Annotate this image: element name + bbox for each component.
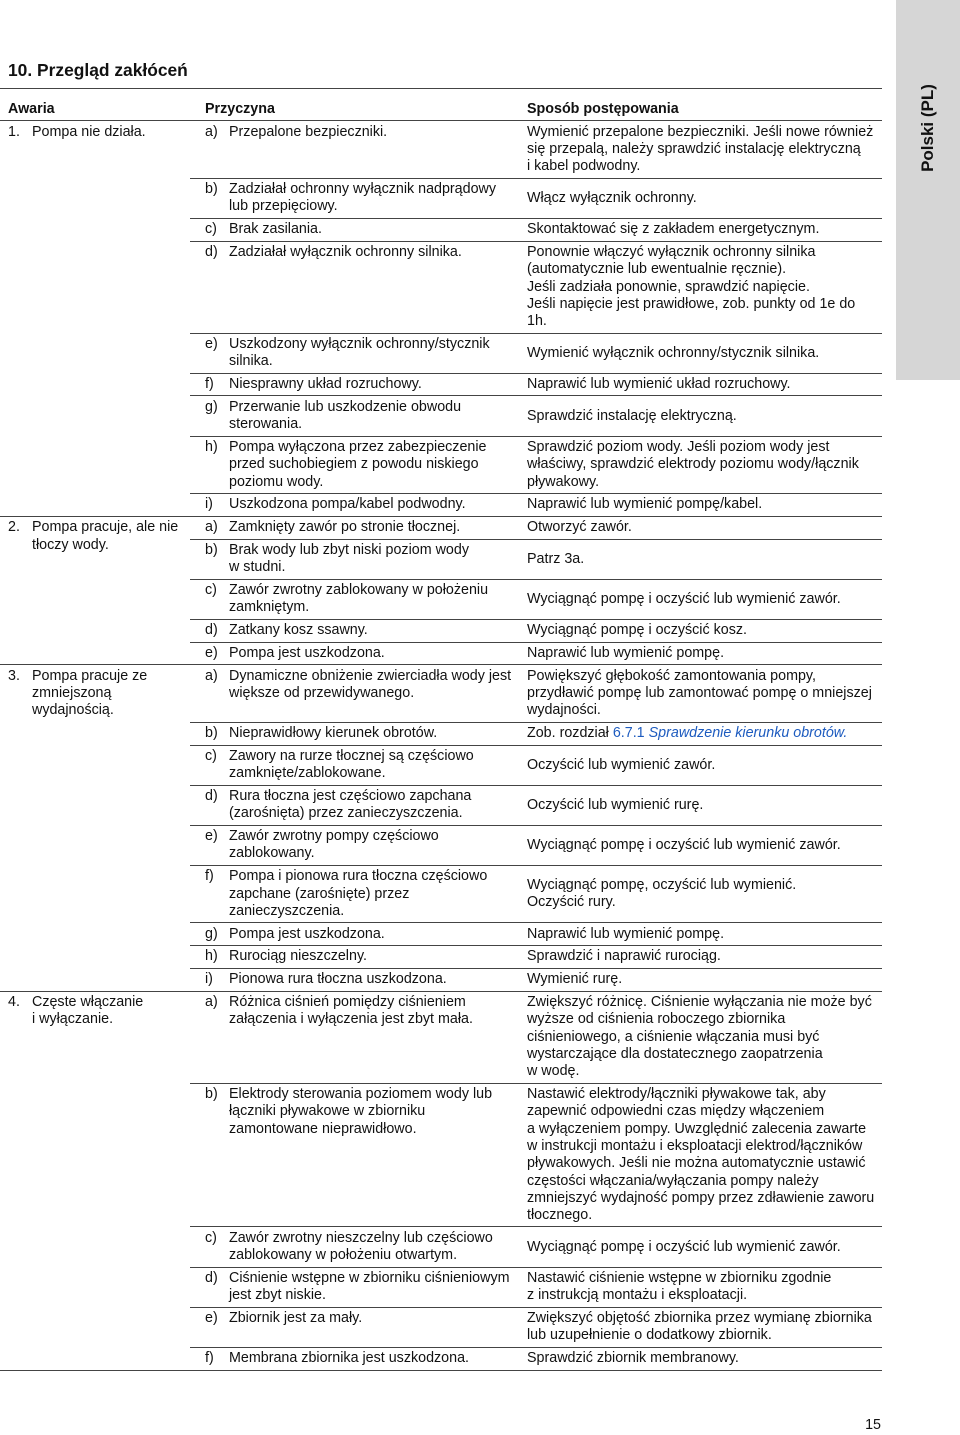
language-tab-label: Polski (PL) — [918, 84, 938, 172]
cause-text: Zawory na rurze tłocznej są częściowo zamknięte/zablokowane. — [229, 748, 474, 782]
cause-text: Uszkodzony wyłącznik ochronny/stycznik silnika. — [229, 336, 490, 370]
remedy-text: Patrz 3a. — [527, 550, 585, 567]
cause-text: Zatkany kosz ssawny. — [229, 622, 368, 639]
cause-cell — [190, 178, 515, 218]
cause-text: Niesprawny układ rozruchowy. — [229, 376, 422, 393]
cause-marker: b) — [205, 1086, 218, 1103]
cause-text: Nieprawidłowy kierunek obrotów. — [229, 725, 438, 742]
fault-cell — [0, 121, 190, 516]
cause-marker: h) — [205, 439, 218, 456]
cause-item — [205, 725, 515, 742]
cause-marker: a) — [205, 123, 218, 140]
remedy-cell — [515, 436, 882, 493]
cause-text: Membrana zbiornika jest uszkodzona. — [229, 1350, 469, 1367]
cause-cell — [190, 968, 515, 991]
fault-item — [8, 668, 190, 720]
cause-text: Pompa i pionowa rura tłoczna częściowo zapchane (zarośnięte) przez zanieczyszczenia. — [229, 868, 488, 919]
remedy-text: Sprawdzić zbiornik membranowy. — [527, 1350, 739, 1367]
cause-cell — [190, 396, 515, 436]
cause-cell — [190, 121, 515, 178]
cause-marker: f) — [205, 376, 214, 393]
cause-marker: g) — [205, 925, 218, 942]
cause-marker: d) — [205, 788, 218, 805]
cause-item — [205, 221, 515, 238]
remedy-text: Ponownie włączyć wyłącznik ochronny silnika (automatycznie lub ewentualnie ręcznie). Jeśli zadziała ponownie, sprawdzić napięcie. Jeśli napięcie jest prawidłowe, zob. punkty od 1e do 1h. — [527, 244, 856, 330]
remedy-cell — [515, 539, 882, 579]
cause-marker: a) — [205, 994, 218, 1011]
page-number: 15 — [865, 1417, 881, 1433]
cause-cell — [190, 945, 515, 968]
remedy-text: Wyciągnąć pompę i oczyścić lub wymienić zawór. — [527, 836, 841, 853]
cause-cell — [190, 1267, 515, 1307]
remedy-text: Nastawić elektrody/łączniki pływakowe tak, aby zapewnić odpowiedni czas między włączeniem a wyłączeniem pompy. Uwzględnić zalecenia zawarte w instrukcji montażu i eksploatacji elektrod/łączników pływakowych. Jeśli nie można automatycznie ustawić częstości włączania/wyłączania pompy należy zmniejszyć wydajność pompy przez zdławienie zaworu tłocznego. — [527, 1086, 875, 1224]
cause-cell — [190, 1307, 515, 1347]
table-row — [0, 516, 882, 539]
remedy-text: Zwiększyć objętość zbiornika przez wymianę zbiornika lub uzupełnienie o dodatkowy zbiornik. — [527, 1310, 872, 1344]
cause-marker: a) — [205, 667, 218, 684]
cause-item — [205, 399, 515, 434]
cause-cell — [190, 745, 515, 785]
cause-item — [205, 868, 515, 920]
table-body — [0, 121, 882, 1370]
table-row — [0, 121, 882, 178]
remedy-cell — [515, 121, 882, 178]
cause-item — [205, 181, 515, 216]
fault-cell — [0, 665, 190, 991]
remedy-cell — [515, 241, 882, 333]
cause-text: Rurociąg nieszczelny. — [229, 948, 367, 965]
cause-item — [205, 948, 515, 965]
cause-text: Przerwanie lub uszkodzenie obwodu sterowania. — [229, 398, 462, 433]
cross-reference-number: 6.7.1 — [612, 725, 645, 742]
cause-item — [205, 519, 515, 536]
cause-cell — [190, 373, 515, 396]
cause-cell — [190, 665, 515, 722]
cause-item — [205, 622, 515, 639]
cause-text: Zbiornik jest za mały. — [229, 1310, 363, 1327]
remedy-text: Wyciągnąć pompę i oczyścić lub wymienić zawór. — [527, 590, 841, 607]
cause-marker: h) — [205, 948, 218, 965]
remedy-cell — [515, 493, 882, 516]
cause-cell — [190, 865, 515, 922]
remedy-text: Powiększyć głębokość zamontowania pompy, przydławić pompę lub zamontować pompę o mniejszej wydajności. — [527, 667, 872, 719]
cross-reference-link[interactable] — [613, 725, 847, 741]
cause-item — [205, 1310, 515, 1327]
cause-item — [205, 376, 515, 393]
cause-marker: b) — [205, 725, 218, 742]
language-tab-label-box — [896, 0, 960, 256]
fault-text: Pompa nie działa. — [32, 123, 146, 140]
remedy-text: Wyciągnąć pompę, oczyścić lub wymienić. Oczyścić rury. — [527, 876, 797, 911]
remedy-text: Sprawdzić instalację elektryczną. — [527, 407, 737, 424]
remedy-cell — [515, 1347, 882, 1370]
cause-marker: f) — [205, 868, 214, 885]
cause-text: Różnica ciśnień pomiędzy ciśnieniem załączenia i wyłączenia jest zbyt mała. — [229, 994, 473, 1028]
remedy-cell — [515, 642, 882, 665]
fault-item — [8, 519, 190, 554]
cause-item — [205, 244, 515, 261]
page-title: 10. Przegląd zakłóceń — [8, 60, 188, 80]
fault-number: 1. — [8, 123, 20, 140]
cause-item — [205, 439, 515, 491]
cause-cell — [190, 436, 515, 493]
remedy-text: Zob. rozdział — [527, 725, 613, 742]
cause-marker: i) — [205, 496, 213, 513]
remedy-cell — [515, 923, 882, 946]
remedy-cell — [515, 1267, 882, 1307]
header-fault: Awaria — [0, 89, 190, 121]
cause-text: Rura tłoczna jest częściowo zapchana (zarośnięta) przez zanieczyszczenia. — [229, 788, 472, 822]
remedy-cell — [515, 1307, 882, 1347]
remedy-cell — [515, 991, 882, 1083]
cause-marker: e) — [205, 645, 218, 662]
cause-text: Zawór zwrotny nieszczelny lub częściowo zablokowany w położeniu otwartym. — [229, 1229, 493, 1264]
cause-cell — [190, 1347, 515, 1370]
cause-item — [205, 926, 515, 943]
fault-item — [8, 994, 190, 1029]
cause-item — [205, 1230, 515, 1265]
remedy-text: Skontaktować się z zakładem energetycznym. — [527, 221, 820, 238]
remedy-cell — [515, 333, 882, 373]
cause-marker: d) — [205, 622, 218, 639]
cause-cell — [190, 1083, 515, 1227]
cause-text: Zamknięty zawór po stronie tłocznej. — [229, 519, 461, 536]
troubleshooting-table — [0, 88, 882, 1371]
cause-text: Zawór zwrotny zablokowany w położeniu zamkniętym. — [229, 582, 489, 616]
remedy-text: Naprawić lub wymienić układ rozruchowy. — [527, 376, 791, 393]
remedy-text: Oczyścić lub wymienić rurę. — [527, 796, 704, 813]
cause-item — [205, 542, 515, 577]
cause-marker: d) — [205, 1270, 218, 1287]
cause-item — [205, 582, 515, 617]
remedy-text: Wyciągnąć pompę i oczyścić kosz. — [527, 622, 747, 639]
fault-cell — [0, 516, 190, 665]
cause-marker: c) — [205, 582, 217, 599]
cause-item — [205, 668, 515, 703]
fault-number: 2. — [8, 519, 20, 536]
cause-item — [205, 788, 515, 823]
cause-text: Przepalone bezpieczniki. — [229, 123, 388, 140]
remedy-text: Wymienić przepalone bezpieczniki. Jeśli nowe również się przepalą, należy sprawdzić instalację elektryczną i kabel podwodny. — [527, 123, 874, 175]
cause-marker: e) — [205, 828, 218, 845]
cause-text: Pompa jest uszkodzona. — [229, 645, 385, 662]
cause-marker: f) — [205, 1350, 214, 1367]
fault-cell — [0, 991, 190, 1370]
cause-text: Pompa wyłączona przez zabezpieczenie przed suchobiegiem z powodu niskiego poziomu wody. — [229, 439, 487, 490]
cause-text: Elektrody sterowania poziomem wody lub łączniki pływakowe w zbiorniku zamontowane nieprawidłowo. — [229, 1086, 493, 1137]
cause-marker: d) — [205, 244, 218, 261]
cause-item — [205, 971, 515, 988]
fault-number: 4. — [8, 994, 20, 1011]
cause-text: Uszkodzona pompa/kabel podwodny. — [229, 496, 466, 513]
remedy-cell — [515, 865, 882, 922]
cause-item — [205, 645, 515, 662]
cause-marker: e) — [205, 1310, 218, 1327]
table-row — [0, 665, 882, 722]
cause-cell — [190, 333, 515, 373]
cause-cell — [190, 619, 515, 642]
cause-text: Brak zasilania. — [229, 221, 322, 238]
fault-text: Częste włączanie i wyłączanie. — [32, 994, 144, 1028]
remedy-cell — [515, 178, 882, 218]
cause-item — [205, 748, 515, 783]
table-row — [0, 991, 882, 1083]
fault-text: Pompa pracuje, ale nie tłoczy wody. — [32, 519, 179, 553]
fault-number: 3. — [8, 667, 20, 684]
remedy-cell — [515, 825, 882, 865]
cause-item — [205, 124, 515, 141]
remedy-text: Sprawdzić i naprawić rurociąg. — [527, 948, 721, 965]
cause-cell — [190, 991, 515, 1083]
header-cause: Przyczyna — [190, 89, 515, 121]
remedy-cell — [515, 745, 882, 785]
remedy-cell — [515, 218, 882, 241]
remedy-text: Naprawić lub wymienić pompę/kabel. — [527, 496, 763, 513]
remedy-cell — [515, 619, 882, 642]
remedy-cell — [515, 516, 882, 539]
remedy-text: Wymienić wyłącznik ochronny/stycznik silnika. — [527, 344, 820, 361]
remedy-cell — [515, 373, 882, 396]
cause-marker: e) — [205, 336, 218, 353]
cause-marker: g) — [205, 398, 218, 415]
table-header-row — [0, 89, 882, 121]
remedy-text: Nastawić ciśnienie wstępne w zbiorniku zgodnie z instrukcją montażu i eksploatacji. — [527, 1270, 832, 1304]
cause-item — [205, 828, 515, 863]
remedy-text: Oczyścić lub wymienić zawór. — [527, 756, 716, 773]
cause-marker: c) — [205, 221, 217, 238]
remedy-cell — [515, 396, 882, 436]
cause-item — [205, 1350, 515, 1367]
cause-item — [205, 336, 515, 371]
remedy-cell — [515, 968, 882, 991]
remedy-text: Wyciągnąć pompę i oczyścić lub wymienić zawór. — [527, 1238, 841, 1255]
cause-item — [205, 1270, 515, 1305]
cause-text: Pionowa rura tłoczna uszkodzona. — [229, 971, 447, 988]
cause-text: Zadziałał ochronny wyłącznik nadprądowy lub przepięciowy. — [229, 181, 497, 215]
cause-marker: c) — [205, 748, 217, 764]
fault-text: Pompa pracuje ze zmniejszoną wydajnością. — [32, 667, 148, 719]
cause-item — [205, 1086, 515, 1138]
remedy-cell — [515, 1227, 882, 1267]
remedy-text: Wymienić rurę. — [527, 971, 623, 988]
remedy-cell — [515, 665, 882, 722]
cause-cell — [190, 1227, 515, 1267]
remedy-text: Włącz wyłącznik ochronny. — [527, 189, 697, 206]
cause-text: Zadziałał wyłącznik ochronny silnika. — [229, 244, 462, 261]
cause-cell — [190, 825, 515, 865]
remedy-text: Sprawdzić poziom wody. Jeśli poziom wody jest właściwy, sprawdzić elektrody poziomu wody/łącznik pływakowy. — [527, 439, 859, 490]
remedy-cell — [515, 785, 882, 825]
cause-marker: b) — [205, 181, 218, 198]
cause-marker: b) — [205, 542, 218, 559]
cause-cell — [190, 642, 515, 665]
cause-text: Brak wody lub zbyt niski poziom wody w studni. — [229, 542, 469, 576]
cause-cell — [190, 539, 515, 579]
cause-cell — [190, 785, 515, 825]
remedy-cell — [515, 945, 882, 968]
cause-marker: a) — [205, 519, 218, 536]
remedy-cell — [515, 722, 882, 745]
cause-cell — [190, 493, 515, 516]
cause-text: Dynamiczne obniżenie zwierciadła wody jest większe od przewidywanego. — [229, 667, 512, 702]
cause-cell — [190, 516, 515, 539]
cause-text: Zawór zwrotny pompy częściowo zablokowany. — [229, 828, 439, 862]
remedy-cell — [515, 1083, 882, 1227]
cause-cell — [190, 579, 515, 619]
header-remedy: Sposób postępowania — [515, 89, 882, 121]
cause-marker: i) — [205, 971, 213, 988]
cause-item — [205, 496, 515, 513]
cause-text: Ciśnienie wstępne w zbiorniku ciśnieniowym jest zbyt niskie. — [229, 1270, 510, 1304]
cause-text: Pompa jest uszkodzona. — [229, 925, 385, 942]
remedy-text: Otworzyć zawór. — [527, 519, 632, 536]
fault-item — [8, 124, 190, 141]
remedy-cell — [515, 579, 882, 619]
cause-cell — [190, 923, 515, 946]
remedy-text: Zwiększyć różnicę. Ciśnienie wyłączania nie może być wyższe od ciśnienia roboczego zbiornika ciśnieniowego, a ciśnienie włączania musi być wystarczające dla dostatecznego zaopatrzenia w wodę. — [527, 994, 872, 1080]
cause-cell — [190, 722, 515, 745]
remedy-text: Naprawić lub wymienić pompę. — [527, 645, 725, 662]
cause-marker: c) — [205, 1229, 217, 1246]
cause-cell — [190, 218, 515, 241]
remedy-text: Naprawić lub wymienić pompę. — [527, 925, 725, 942]
cause-item — [205, 994, 515, 1029]
cause-cell — [190, 241, 515, 333]
cross-reference-title: Sprawdzenie kierunku obrotów. — [648, 725, 848, 742]
